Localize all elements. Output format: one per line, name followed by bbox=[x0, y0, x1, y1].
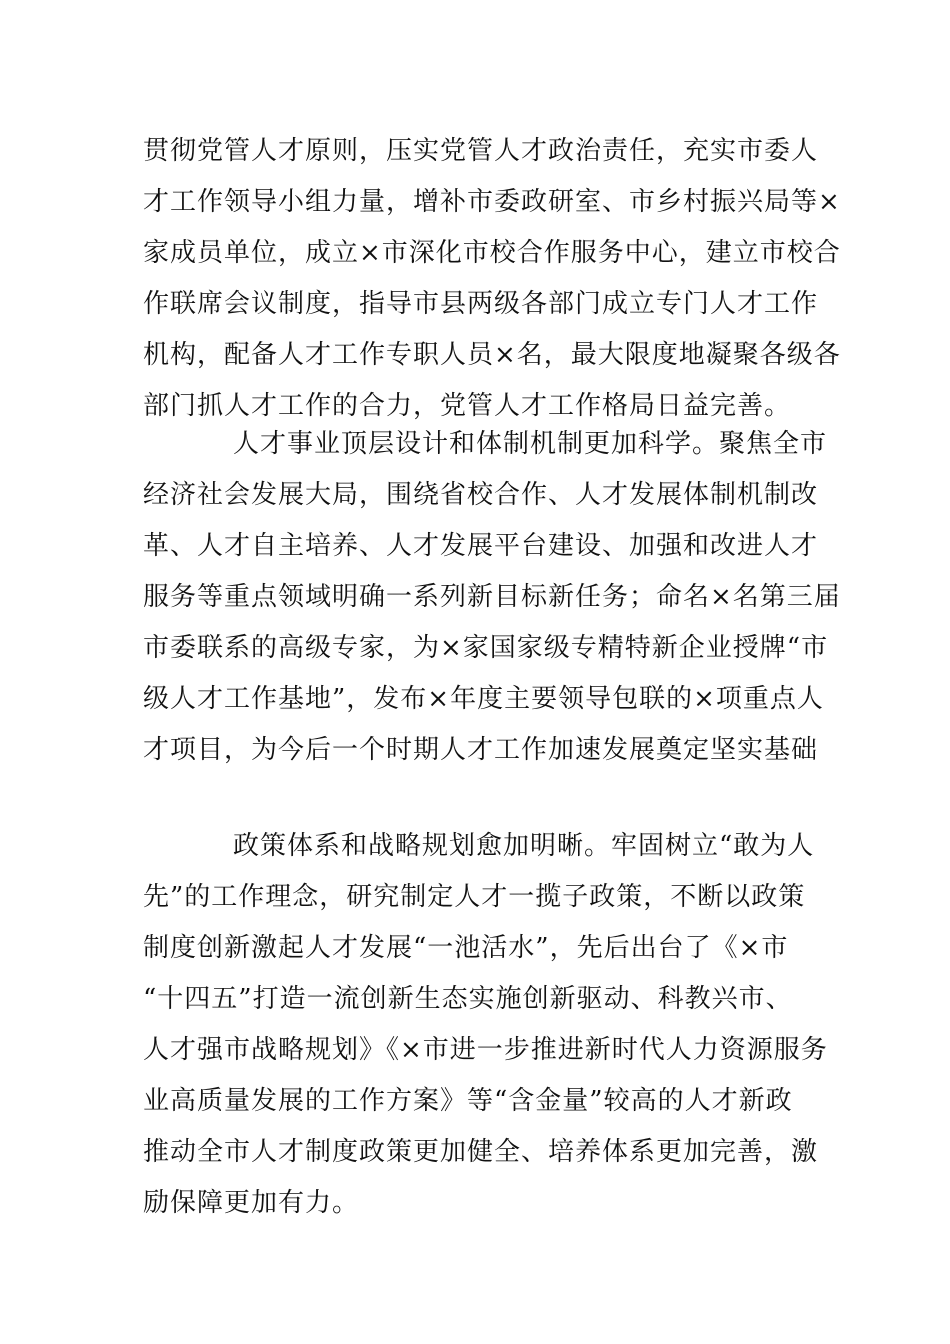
paragraph-line: 市委联系的高级专家，为×家国家级专精特新企业授牌“市 bbox=[143, 633, 829, 663]
paragraph-line: 经济社会发展大局，围绕省校合作、人才发展体制机制改 bbox=[143, 480, 819, 510]
paragraph-line: 服务等重点领域明确一系列新目标新任务；命名×名第三届 bbox=[143, 582, 841, 612]
paragraph-line: 先”的工作理念，研究制定人才一揽子政策，不断以政策 bbox=[143, 882, 806, 912]
paragraph-line: 才工作领导小组力量，增补市委政研室、市乡村振兴局等× bbox=[143, 187, 841, 217]
paragraph-line: 励保障更加有力。 bbox=[143, 1188, 360, 1218]
paragraph-line: 贯彻党管人才原则，压实党管人才政治责任，充实市委人 bbox=[143, 136, 819, 166]
paragraph-line: 作联席会议制度，指导市县两级各部门成立专门人才工作 bbox=[143, 289, 819, 319]
paragraph-line: 革、人才自主培养、人才发展平台建设、加强和改进人才 bbox=[143, 531, 819, 561]
paragraph-line: 才项目，为今后一个时期人才工作加速发展奠定坚实基础 bbox=[143, 735, 819, 765]
paragraph-3 bbox=[143, 821, 828, 1229]
paragraph-line: “十四五”打造一流创新生态实施创新驱动、科教兴市、 bbox=[143, 984, 793, 1014]
paragraph-2 bbox=[143, 419, 841, 776]
paragraph-line: 人才强市战略规划》《×市进一步推进新时代人力资源服务 bbox=[143, 1035, 828, 1065]
paragraph-line: 级人才工作基地”，发布×年度主要领导包联的×项重点人 bbox=[143, 684, 824, 714]
paragraph-line: 制度创新激起人才发展“一池活水”，先后出台了《×市 bbox=[143, 933, 789, 963]
paragraph-line: 推动全市人才制度政策更加健全、培养体系更加完善，激 bbox=[143, 1137, 819, 1167]
paragraph-line: 家成员单位，成立×市深化市校合作服务中心，建立市校合 bbox=[143, 238, 841, 268]
paragraph-1 bbox=[143, 126, 841, 432]
paragraph-line: 机构，配备人才工作专职人员×名，最大限度地凝聚各级各 bbox=[143, 340, 841, 370]
paragraph-line: 人才事业顶层设计和体制机制更加科学。聚焦全市 bbox=[233, 429, 828, 459]
paragraph-line: 部门抓人才工作的合力，党管人才工作格局日益完善。 bbox=[143, 391, 792, 421]
paragraph-line: 政策体系和战略规划愈加明晰。牢固树立“敢为人 bbox=[233, 831, 815, 861]
paragraph-line: 业高质量发展的工作方案》等“含金量”较高的人才新政 bbox=[143, 1086, 793, 1116]
